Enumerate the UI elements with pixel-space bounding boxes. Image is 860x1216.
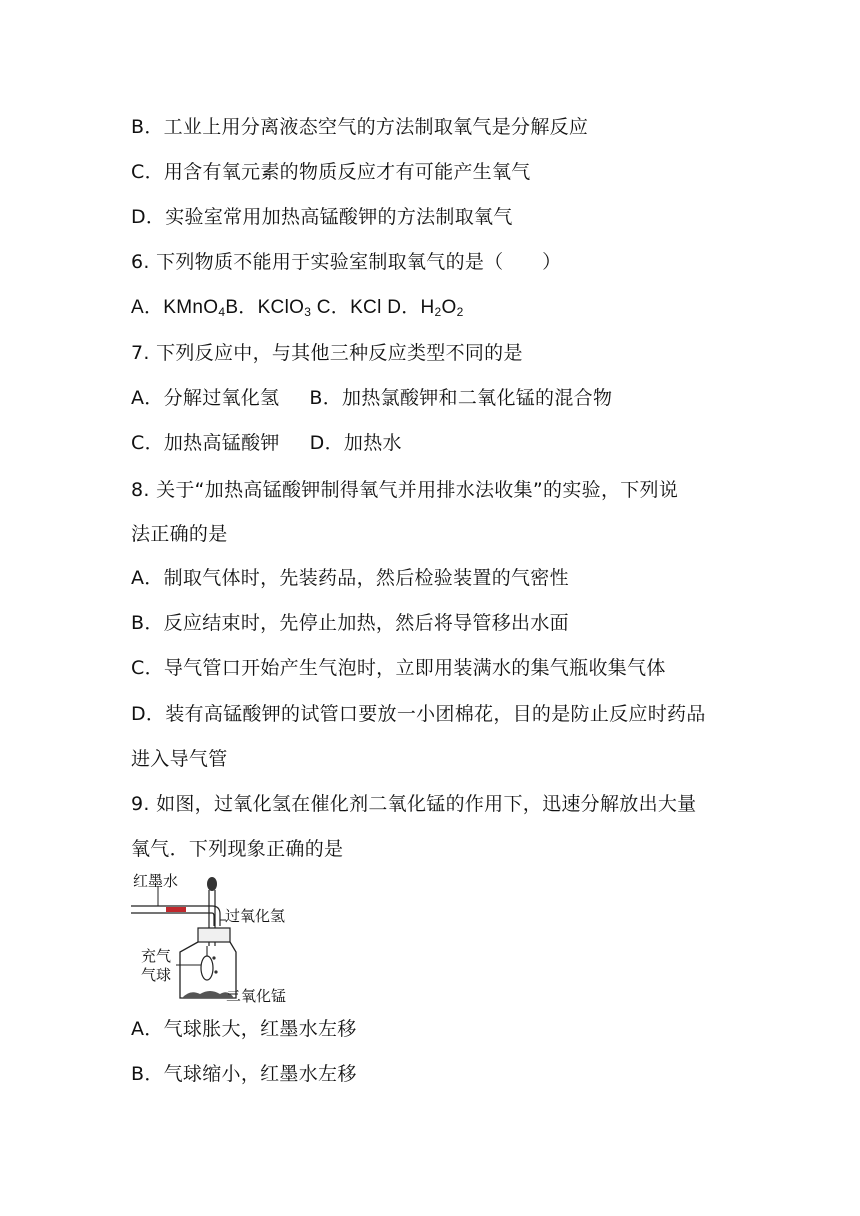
q8-option-d-line1: D．装有高锰酸钾的试管口要放一小团棉花，目的是防止反应时药品: [131, 703, 706, 725]
q5-option-c: C．用含有氧元素的物质反应才有可能产生氧气: [131, 161, 531, 183]
q6-option-a: A．KMnO$_4$: [131, 297, 226, 319]
question-9-line2: 氧气．下列现象正确的是: [131, 838, 344, 860]
q9-option-a: A．气球胀大，红墨水左移: [131, 1018, 357, 1040]
label-red-ink: 红墨水: [133, 872, 179, 890]
question-6-options: [131, 295, 464, 321]
red-ink-drop: [166, 907, 186, 912]
q7-option-b: B．加热氯酸钾和二氧化锰的混合物: [309, 387, 613, 409]
q8-option-c: C．导气管口开始产生气泡时，立即用装满水的集气瓶收集气体: [131, 657, 666, 679]
q6-option-d: D．$H_2O_2$: [387, 297, 464, 319]
question-6: 6. 下列物质不能用于实验室制取氧气的是（ ）: [131, 251, 562, 273]
apparatus-figure: [128, 868, 303, 1010]
label-manganese-dioxide: 二氧化锰: [226, 987, 287, 1005]
label-balloon-line2: 气球: [141, 966, 172, 984]
q7-option-c: C．加热高锰酸钾: [131, 432, 280, 454]
q6-option-b: B．KClO$_3$: [225, 297, 312, 319]
question-8-line1: 8. 关于“加热高锰酸钾制得氧气并用排水法收集”的实验，下列说: [131, 479, 679, 501]
q7-option-d: D．加热水: [309, 432, 402, 454]
label-hydrogen-peroxide: 过氧化氢: [225, 907, 286, 925]
question-7-options-row2: [131, 430, 402, 456]
q8-option-b: B．反应结束时，先停止加热，然后将导管移出水面: [131, 612, 569, 634]
q8-option-d-line2: 进入导气管: [131, 748, 228, 770]
question-9-line1: 9. 如图，过氧化氢在催化剂二氧化锰的作用下，迅速分解放出大量: [131, 793, 697, 815]
question-8-line2: 法正确的是: [131, 523, 228, 545]
q6-option-c: C．KCl: [316, 297, 382, 318]
q5-option-b: B．工业上用分离液态空气的方法制取氧气是分解反应: [131, 116, 589, 138]
balloon: [201, 956, 213, 980]
label-balloon-line1: 充气: [141, 947, 172, 965]
question-7-options-row1: [131, 385, 612, 411]
q8-option-a: A．制取气体时，先装药品，然后检验装置的气密性: [131, 567, 569, 589]
q9-option-b: B．气球缩小，红墨水左移: [131, 1063, 357, 1085]
q5-option-d: D．实验室常用加热高锰酸钾的方法制取氧气: [131, 206, 513, 228]
dropper-bulb: [207, 877, 217, 891]
q7-option-a: A．分解过氧化氢: [131, 387, 280, 409]
question-7: 7. 下列反应中，与其他三种反应类型不同的是: [131, 342, 523, 364]
